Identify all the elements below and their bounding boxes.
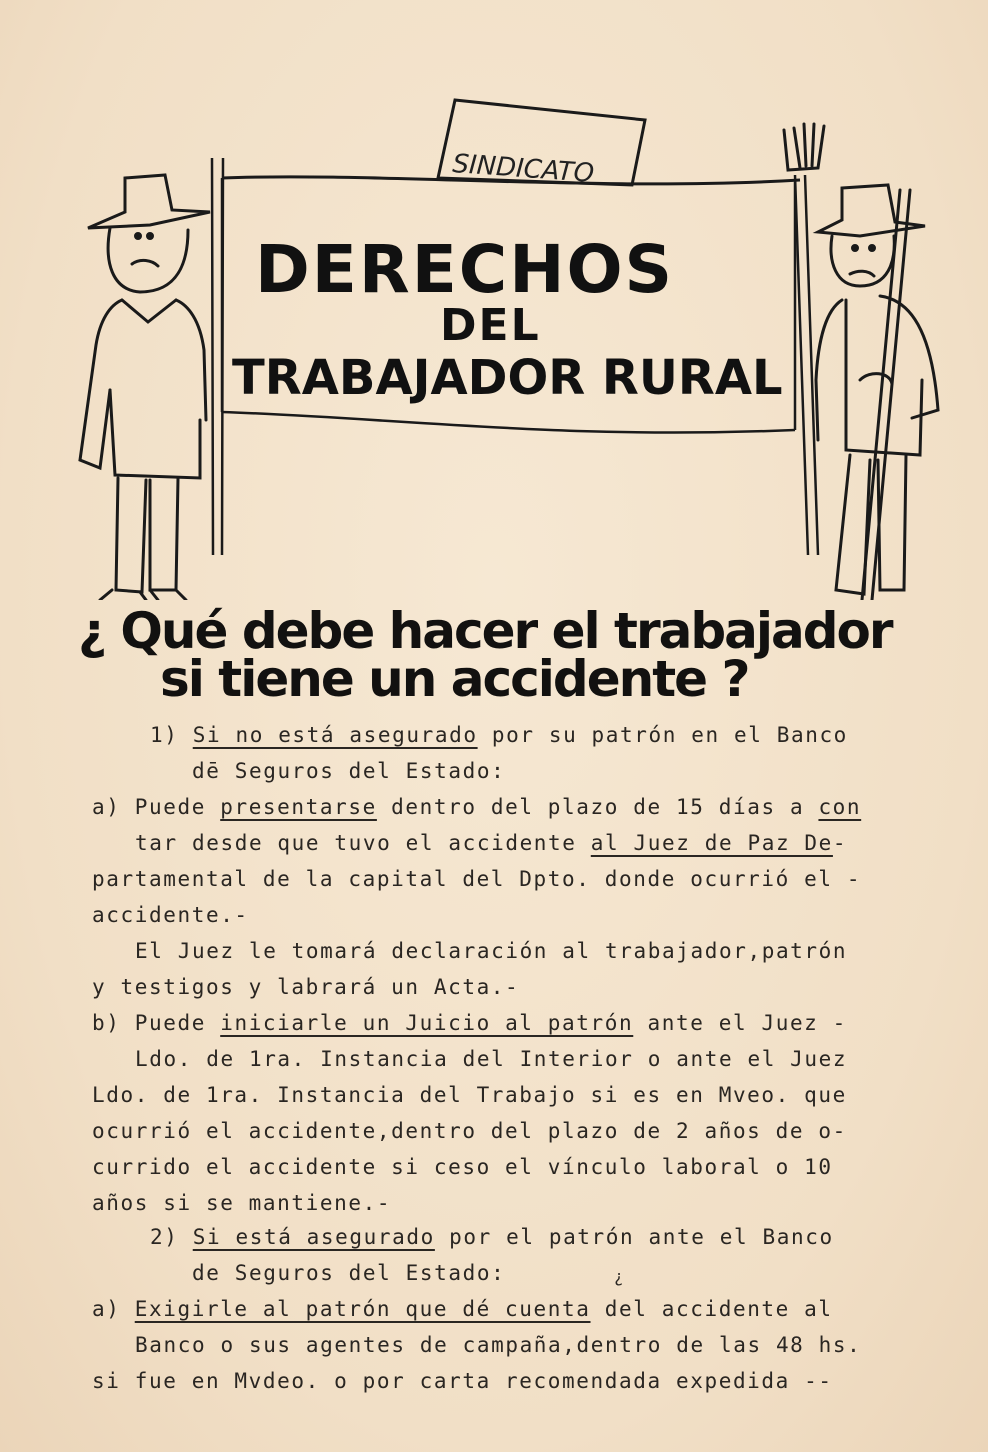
item-1a-line6: y testigos y labrará un Acta.-: [92, 975, 520, 999]
item-1a-mid: dentro del plazo de 15 días a: [376, 795, 819, 819]
item-1b-end: ante el Juez -: [633, 1011, 847, 1035]
item-2a-underlined: Exigirle al patrón que dé cuenta: [134, 1297, 591, 1321]
item-1b-line4: ocurrió el accidente,dentro del plazo de 2 años de o-: [92, 1119, 847, 1143]
item-1-rest: por su patrón en el Banco: [477, 723, 848, 747]
right-pole: [795, 175, 818, 555]
banner-title-line2: DEL: [440, 300, 541, 351]
margin-mark: ¿: [614, 1267, 626, 1286]
item-2a-end: del accidente al: [590, 1297, 833, 1321]
item-1b-line2: Ldo. de 1ra. Instancia del Interior o ante el Juez: [135, 1047, 848, 1071]
item-1b-start: b) Puede: [92, 1011, 221, 1035]
item-1b-line3: Ldo. de 1ra. Instancia del Trabajo si es en Mveo. que: [92, 1083, 847, 1107]
sindicato-label: SINDICATO: [451, 149, 595, 189]
item-2-underlined: Si está asegurado: [192, 1225, 435, 1249]
item-2a-line3: si fue en Mvdeo. o por carta recomendada expedida --: [92, 1369, 833, 1393]
banner-title-line1: DERECHOS: [255, 231, 675, 308]
cartoon-illustration: [0, 0, 988, 600]
item-1a-line5: El Juez le tomará declaración al trabajador,patrón: [135, 939, 848, 963]
banner-title-line3: TRABAJADOR RURAL: [232, 350, 783, 406]
item-1a-line4: accidente.-: [92, 903, 249, 927]
item-1-underlined: Si no está asegurado: [192, 723, 478, 747]
item-1a-line2: [135, 828, 847, 858]
item-1a-underlined-1: presentarse: [220, 795, 377, 819]
item-1b-line1: [92, 1008, 847, 1038]
item-1a-underlined-2: con: [818, 795, 862, 819]
item-2-line2: de Seguros del Estado:: [192, 1261, 506, 1285]
left-worker-figure: [80, 175, 210, 600]
headline-line2: si tiene un accidente ?: [160, 650, 749, 708]
item-1a-l2-start: tar desde que tuvo el accidente: [135, 831, 591, 855]
item-1a-start: a) Puede: [92, 795, 221, 819]
item-1b-line6: años si se mantiene.-: [92, 1191, 392, 1215]
item-1-line2: dē Seguros del Estado:: [192, 759, 506, 783]
headline-line1: ¿ Qué debe hacer el trabajador: [78, 602, 892, 660]
item-2-number: 2): [150, 1225, 193, 1249]
item-1b-underlined: iniciarle un Juicio al patrón: [220, 1011, 634, 1035]
banner: [222, 177, 800, 433]
item-1-line1: [150, 720, 848, 750]
item-1a-line1: [92, 792, 861, 822]
item-2-rest: por el patrón ante el Banco: [434, 1225, 834, 1249]
sindicato-placard: [438, 100, 645, 189]
item-2a-line2: Banco o sus agentes de campaña,dentro de las 48 hs.: [135, 1333, 862, 1357]
item-2-line1: [150, 1222, 834, 1252]
item-1b-line5: currido el accidente si ceso el vínculo laboral o 10: [92, 1155, 833, 1179]
item-1a-l2-end: -: [832, 831, 848, 855]
item-2a-line1: [92, 1294, 833, 1324]
item-1-number: 1): [150, 723, 193, 747]
item-2a-start: a): [92, 1297, 135, 1321]
item-1a-l2-underlined: al Juez de Paz De: [590, 831, 833, 855]
item-1a-line3: partamental de la capital del Dpto. donde ocurrió el -: [92, 867, 862, 891]
